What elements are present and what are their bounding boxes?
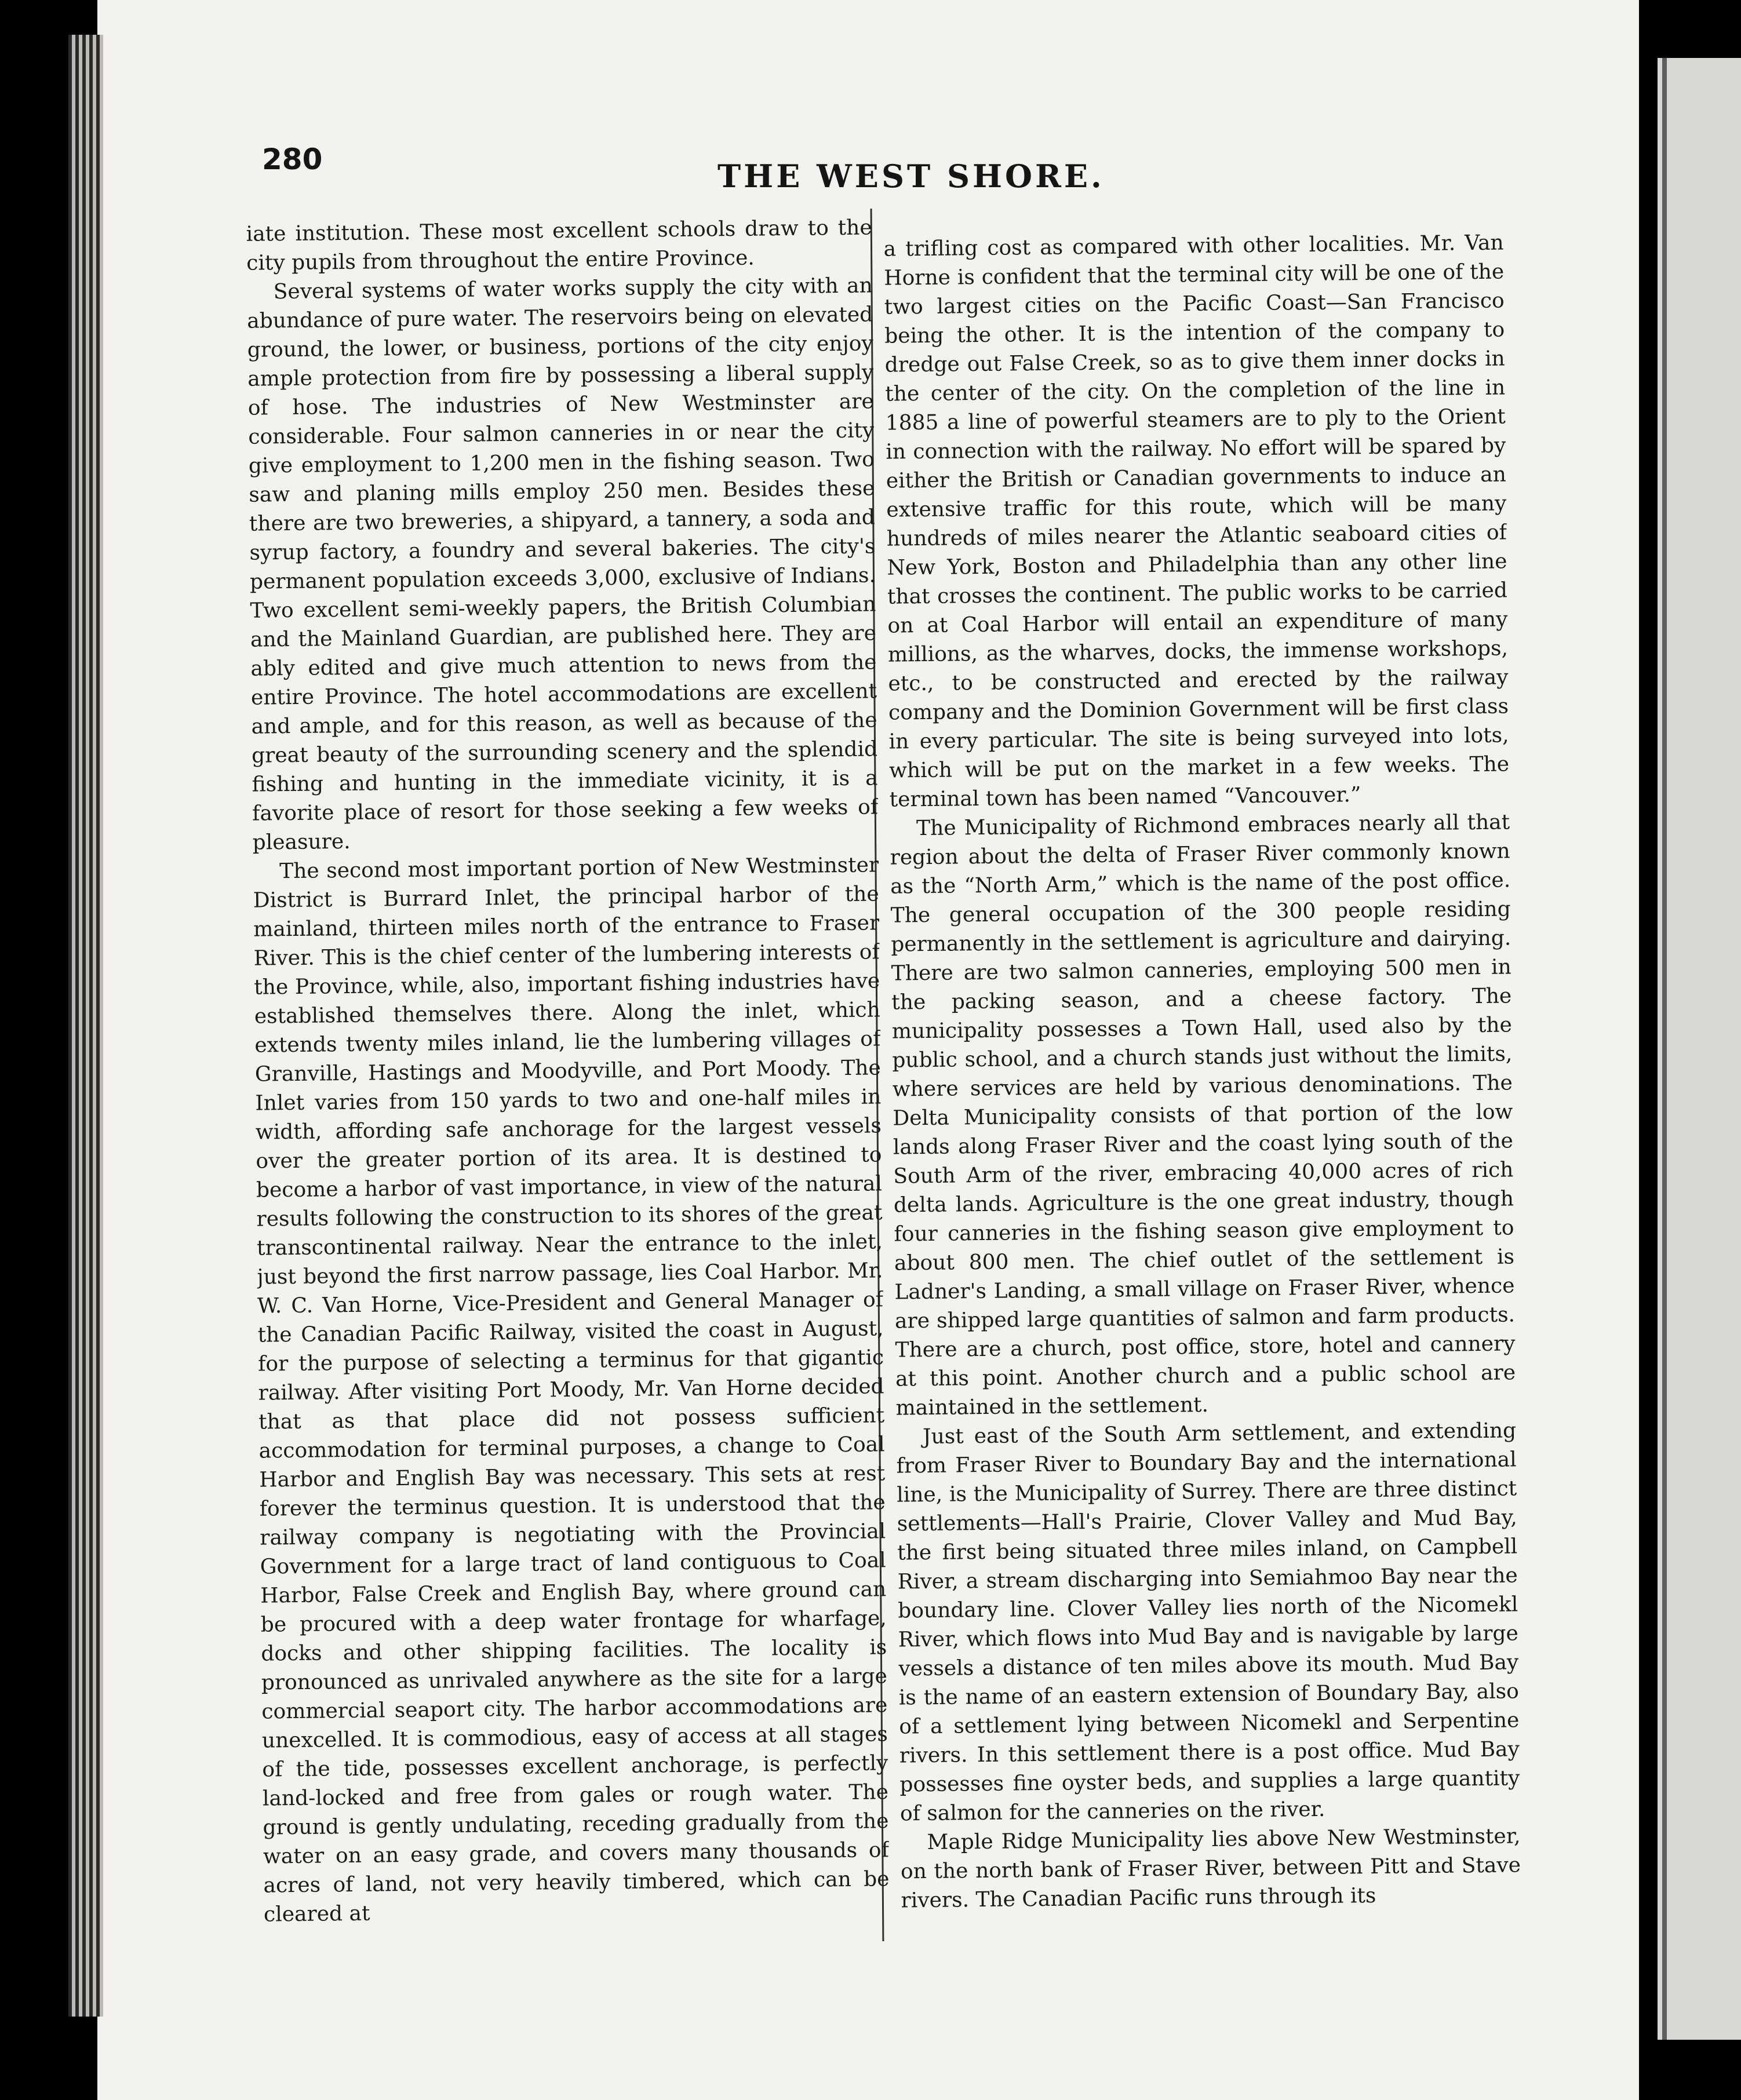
paragraph: The Municipality of Richmond embraces nearly all that region about the delta of Fraser River commonly known as the “North Arm,” which is the name of the post office. The general occupation of the 300 people residing permanently in the settlement is agriculture and dairying. There are two salmon canneries, employing 500 men in the packing season, and a cheese factory. The municipality possesses a Town Hall, used also by the public school, and a church stands just without the limits, where services are held by various denominations. The Delta Municipality consists of that portion of the low lands along Fraser River and the coast lying south of the South Arm of the river, embracing 40,000 acres of rich delta lands. Agriculture is the one great industry, though four canneries in the fishing season give employment to about 800 men. The chief outlet of the settlement is Ladner's Landing, a small village on Fraser River, whence are shipped large quantities of salmon and farm products. There are a church, post office, store, hotel and cannery at this point. Another church and a public school are maintained in the settlement. [890,810,1516,1420]
left-column [246,213,890,1946]
paragraph: Maple Ridge Municipality lies above New Westminster, on the north bank of Fraser River, between Pitt and Stave rivers. The Canadian Pacific runs through its [900,1824,1521,1913]
paragraph: Several systems of water works supply the city with an abundance of pure water. The reservoirs being on elevated ground, the lower, or business, portions of the city enjoy ample protection from fire by possessing a liberal supply of hose. The industries of New Westminster are considerable. Four salmon canneries in or near the city give employment to 1,200 men in the fishing season. Two saw and planing mills employ 250 men. Besides these there are two breweries, a shipyard, a tannery, a soda and syrup factory, a foundry and several bakeries. The city's permanent population exceeds 3,000, exclusive of Indians. Two excellent semi-weekly papers, the British Columbian and the Mainland Guardian, are published here. They are ably edited and give much attention to news from the entire Province. The hotel accommodations are excellent and ample, and for this reason, as well as because of the great beauty of the surrounding scenery and the splendid fishing and hunting in the immediate vicinity, it is a favorite place of resort for those seeking a few weeks of pleasure. [247,274,879,855]
facing-page-edge [1662,58,1667,2040]
paragraph: Just east of the South Arm settlement, and extending from Fraser River to Boundary Bay and the international line, is the Municipality of Surrey. There are three distinct settlements—Hall's Prairie, Clover Valley and Mud Bay, the first being situated three miles inland, on Campbell River, a stream discharging into Semiahmoo Bay near the boundary line. Clover Valley lies north of the Nicomekl River, which flows into Mud Bay and is navigable by large vessels a distance of ten miles above its mouth. Mud Bay is the name of an eastern extension of Boundary Bay, also of a settlement lying between Nicomekl and Serpentine rivers. In this settlement there is a post office. Mud Bay possesses fine oyster beds, and supplies a large quantity of salmon for the canneries on the river. [896,1419,1520,1826]
facing-page [1658,58,1741,2040]
stacked-page-edges [68,35,103,2017]
paragraph: iate institution. These most excellent schools draw to the city pupils from throughout the entire Province. [246,216,872,275]
running-head-title: THE WEST SHORE. [717,158,1105,195]
right-column [883,228,1521,1962]
paragraph: The second most important portion of New Westminster District is Burrard Inlet, the principal harbor of the mainland, thirteen miles north of the entrance to Fraser River. This is the chief center of the lumbering interests of the Province, while, also, important fishing industries have established themselves there. Along the inlet, which extends twenty miles inland, lie the lumbering villages of Granville, Hastings and Moodyville, and Port Moody. The Inlet varies from 150 yards to two and one-half miles in width, affording safe anchorage for the largest vessels over the greater portion of its area. It is destined to become a harbor of vast importance, in view of the natural results following the construction to its shores of the great transcontinental railway. Near the entrance to the inlet, just beyond the first narrow passage, lies Coal Harbor. Mr. W. C. Van Horne, Vice-President and General Manager of the Canadian Pacific Railway, visited the coast in August, for the purpose of selecting a terminus for that gigantic railway. After visiting Port Moody, Mr. Van Horne decided that as that place did not possess sufficient accommodation for terminal purposes, a change to Coal Harbor and English Bay was necessary. This sets at rest forever the terminus question. It is understood that the railway company is negotiating with the Provincial Government for a large tract of land contiguous to Coal Harbor, False Creek and English Bay, where ground can be procured with a deep water frontage for wharfage, docks and other shipping facilities. The locality is pronounced as unrivaled anywhere as the site for a large commercial seaport city. The harbor accommodations are unexcelled. It is commodious, easy of access at all stages of the tide, possesses excellent anchorage, is perfectly land-locked and free from gales or rough water. The ground is gently undulating, receding gradually from the water on an easy grade, and covers many thousands of acres of land, not very heavily timbered, which can be cleared at [253,853,890,1927]
page-number: 280 [262,143,323,176]
paragraph: a trifling cost as compared with other localities. Mr. Van Horne is confident that the terminal city will be one of the two largest cities on the Pacific Coast—San Francisco being the other. It is the intention of the company to dredge out False Creek, so as to give them inner docks in the center of the city. On the completion of the line in 1885 a line of powerful steamers are to ply to the Orient in connection with the railway. No effort will be spared by either the British or Canadian governments to induce an extensive traffic for this route, which will be many hundreds of miles nearer the Atlantic seaboard cities of New York, Boston and Philadelphia than any other line that crosses the continent. The public works to be carried on at Coal Harbor will entail an expenditure of many millions, as the wharves, docks, the immense workshops, etc., to be constructed and erected by the railway company and the Dominion Government will be first class in every particular. The site is being surveyed into lots, which will be put on the market in a few weeks. The terminal town has been named “Vancouver.” [883,231,1510,812]
